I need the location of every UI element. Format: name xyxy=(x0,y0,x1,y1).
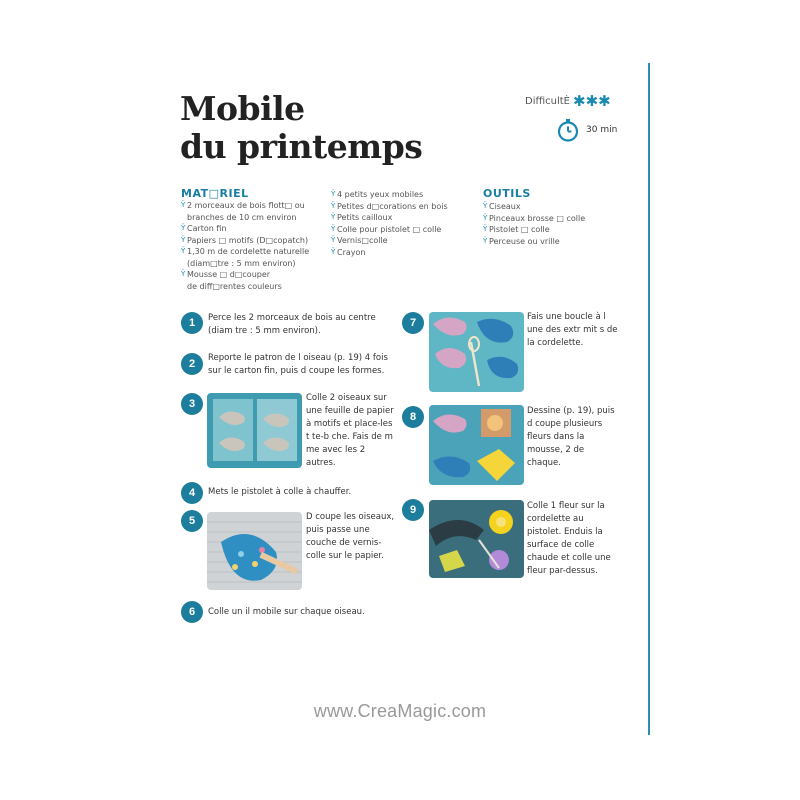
list-item: Ÿ 1,30 m de cordelette naturelle xyxy=(181,246,331,258)
step-number-badge: 4 xyxy=(181,482,203,504)
list-item: Ÿ Papiers □ motifs (D□copatch) xyxy=(181,235,331,247)
step-number-badge: 7 xyxy=(402,312,424,334)
step-9-photo xyxy=(429,500,524,578)
step-5-photo xyxy=(207,512,302,590)
step-7-photo xyxy=(429,312,524,392)
list-item: Ÿ Colle pour pistolet □ colle xyxy=(331,224,471,236)
difficulty-indicator xyxy=(525,92,611,110)
list-item: Ÿ Vernis□colle xyxy=(331,235,471,247)
list-item: Ÿ Pistolet □ colle xyxy=(483,224,613,236)
difficulty-label: DifficultÈ xyxy=(525,95,570,107)
title-line-2: du printemps xyxy=(180,127,423,166)
list-item: Ÿ Pinceaux brosse □ colle xyxy=(483,213,613,225)
list-item: Ÿ Perceuse ou vrille xyxy=(483,236,613,248)
outils-list xyxy=(483,201,613,247)
page-title xyxy=(180,90,422,166)
step-number-badge: 9 xyxy=(402,499,424,521)
step-text: Fais une boucle à l une des extr mit s de la cordelette. xyxy=(527,312,618,348)
step-number-badge: 5 xyxy=(181,510,203,532)
list-item: Ÿ 2 morceaux de bois flott□ ou xyxy=(181,200,331,212)
stopwatch-icon xyxy=(556,118,580,142)
watermark: www.CreaMagic.com xyxy=(313,701,487,721)
step-text: Colle 1 fleur sur la cordelette au pistolet. Enduis la surface de colle chaude et colle une fleur par-dessus. xyxy=(527,501,611,576)
materiel-list xyxy=(181,200,331,292)
list-item: de diff□rentes couleurs xyxy=(187,281,282,291)
step-number-badge: 8 xyxy=(402,406,424,428)
time-label: 30 min xyxy=(586,125,618,135)
list-item: Ÿ Carton fin xyxy=(181,223,331,235)
step-text: Mets le pistolet à colle à chauffer. xyxy=(208,487,352,497)
step-8-photo xyxy=(429,405,524,485)
step-text: Dessine (p. 19), puis d coupe plusieurs fleurs dans la mousse, 2 de chaque. xyxy=(527,406,615,468)
title-line-1: Mobile xyxy=(180,89,305,128)
step-number-badge: 3 xyxy=(181,393,203,415)
time-indicator xyxy=(556,118,617,142)
step-text: D coupe les oiseaux, puis passe une couche de vernis-colle sur le papier. xyxy=(306,512,395,561)
list-item: Ÿ Petites d□corations en bois xyxy=(331,201,471,213)
step-3-photo xyxy=(207,393,302,468)
step-text: Colle un il mobile sur chaque oiseau. xyxy=(208,607,365,617)
list-item: Ÿ Mousse □ d□couper xyxy=(181,269,331,281)
step-text: Colle 2 oiseaux sur une feuille de papier à motifs et place-les t te-b che. Fais de m me avec les 2 autres. xyxy=(306,393,394,468)
step-text: Reporte le patron de l oiseau (p. 19) 4 fois sur le carton fin, puis d coupe les formes. xyxy=(208,353,388,376)
step-number-badge: 6 xyxy=(181,601,203,623)
list-item: (diam□tre : 5 mm environ) xyxy=(187,258,296,268)
page-edge-line xyxy=(648,63,650,735)
list-item: Ÿ Ciseaux xyxy=(483,201,613,213)
materiel-heading: MAT□RIEL xyxy=(181,187,249,200)
list-item: branches de 10 cm environ xyxy=(187,212,297,222)
list-item: Ÿ 4 petits yeux mobiles xyxy=(331,189,471,201)
list-item: Ÿ Crayon xyxy=(331,247,471,259)
materiel-list-2 xyxy=(331,189,471,258)
step-number-badge: 2 xyxy=(181,353,203,375)
step-text: Perce les 2 morceaux de bois au centre (diam tre : 5 mm environ). xyxy=(208,313,376,336)
difficulty-stars-icon: ✱✱✱ xyxy=(573,92,611,110)
step-number-badge: 1 xyxy=(181,312,203,334)
list-item: Ÿ Petits cailloux xyxy=(331,212,471,224)
outils-heading: OUTILS xyxy=(483,187,531,200)
